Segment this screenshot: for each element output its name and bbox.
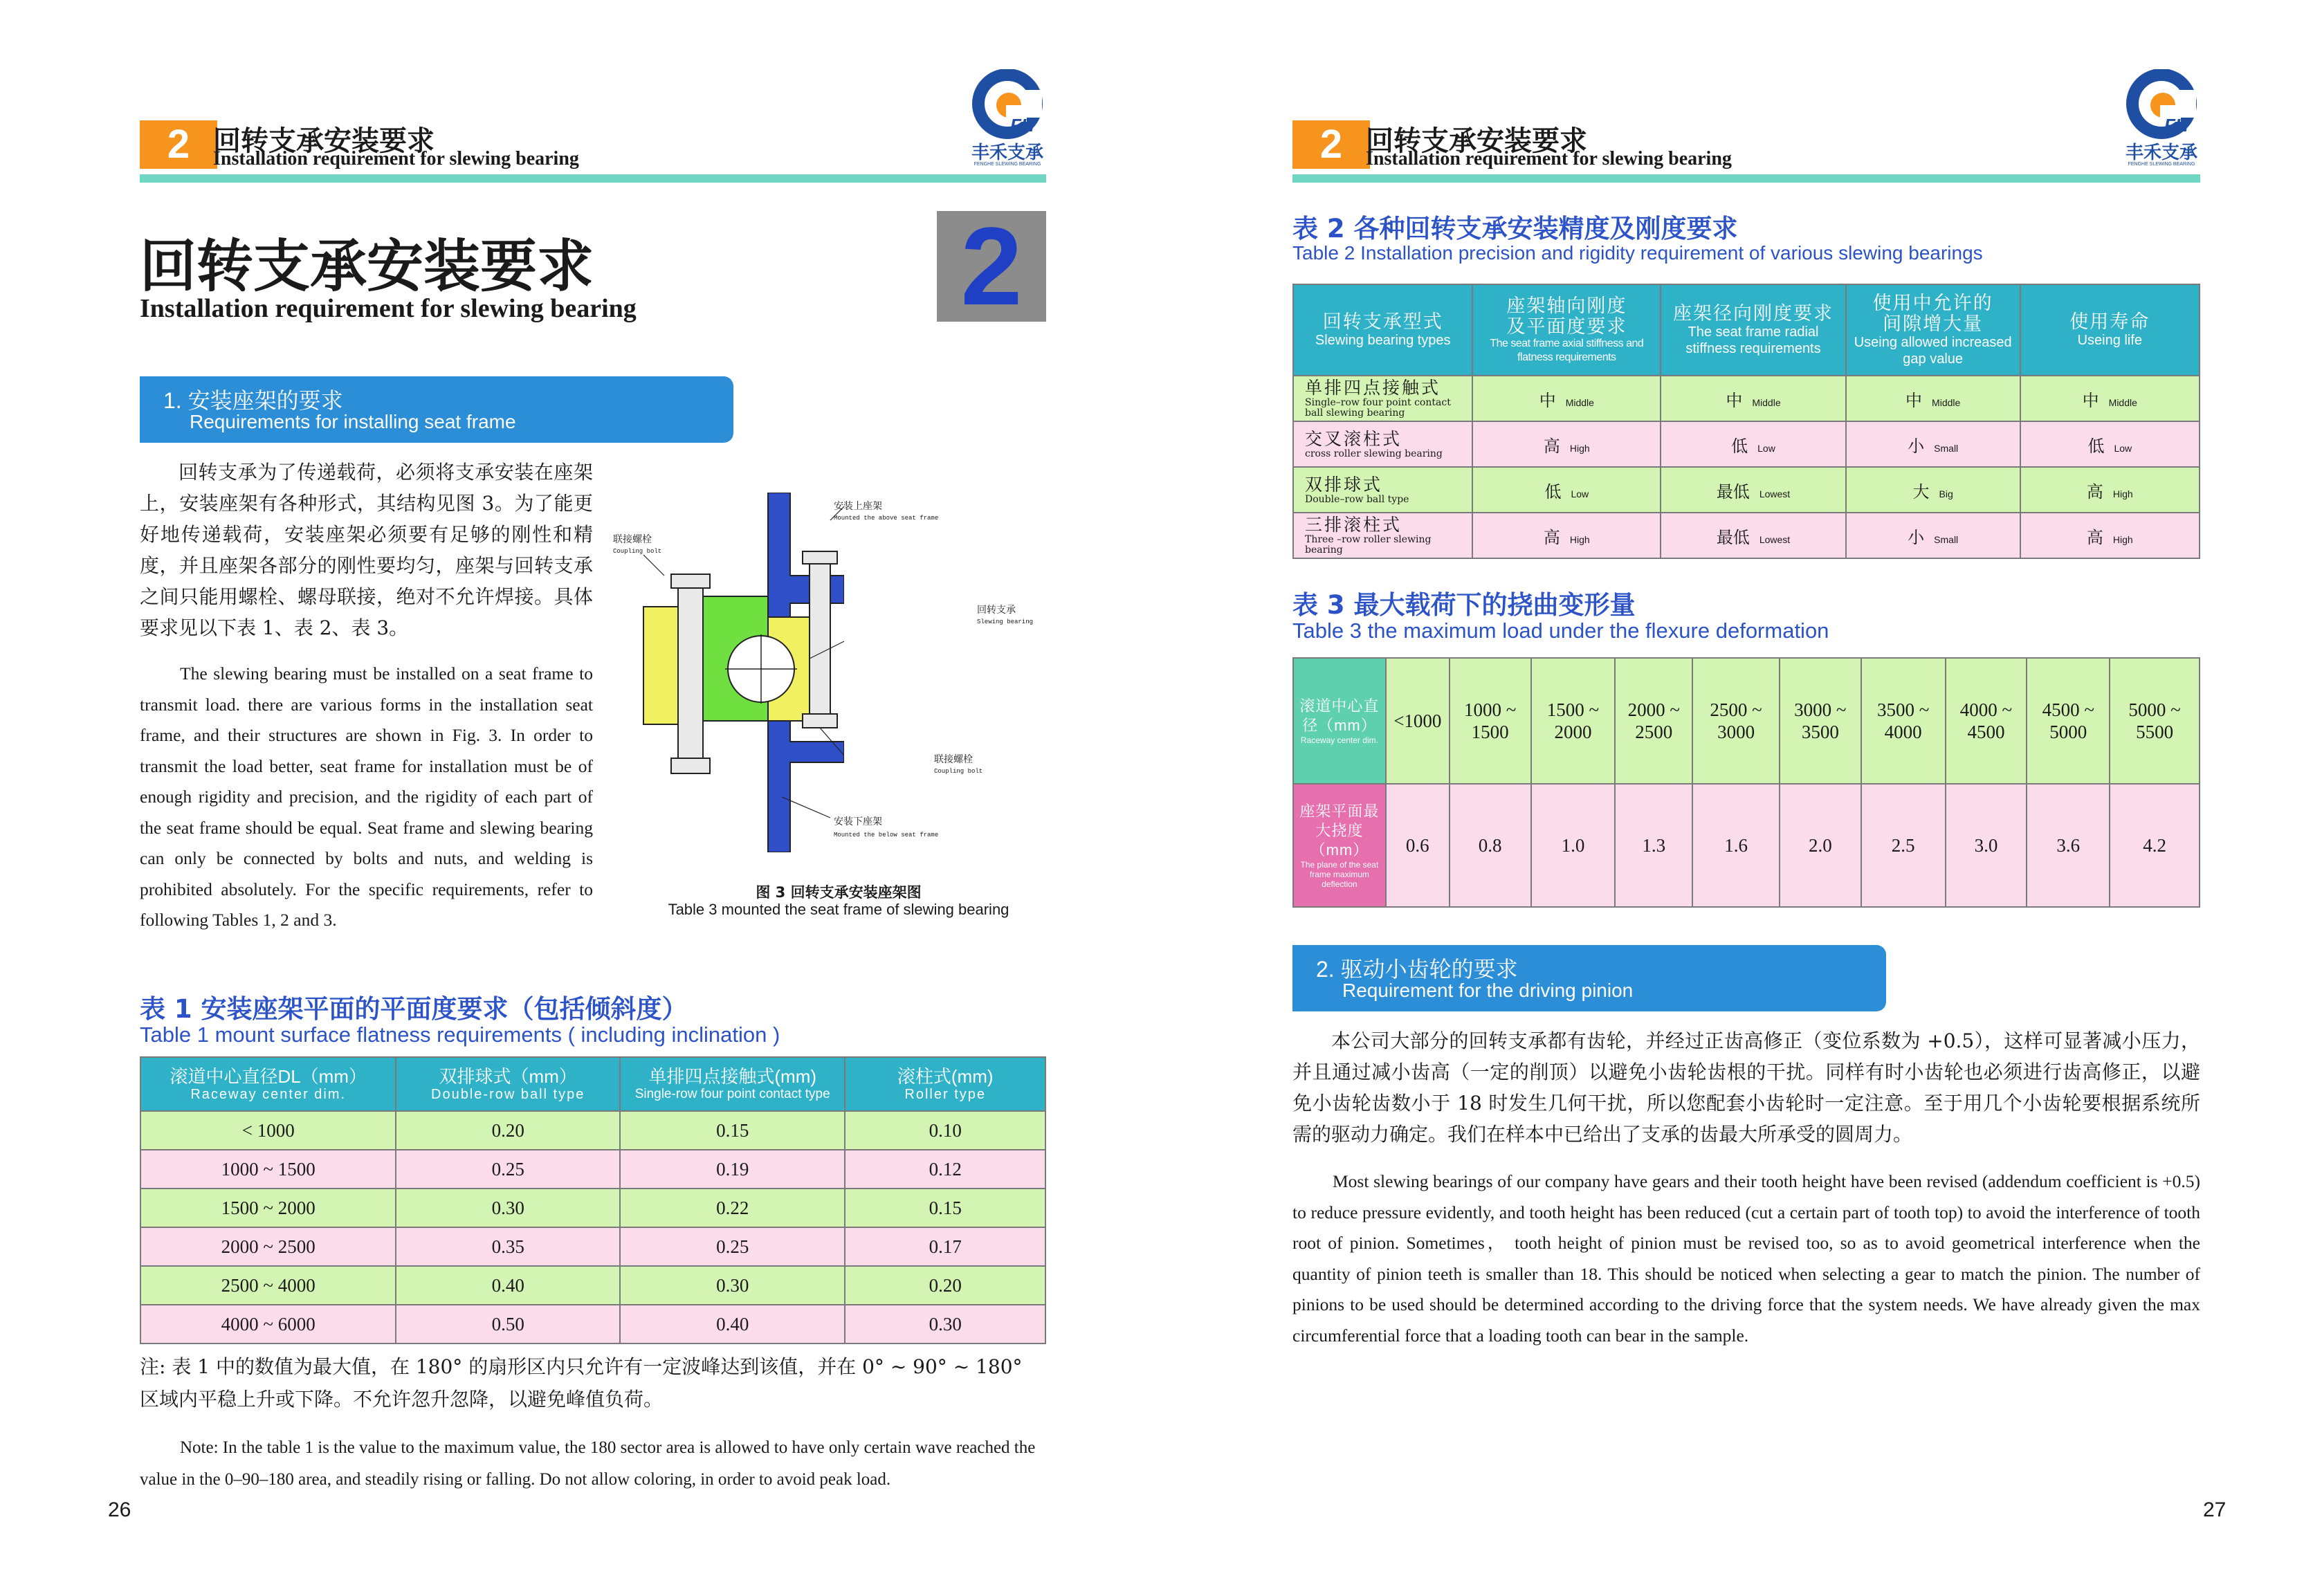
table1-note-zh: 注: 表 1 中的数值为最大值，在 180° 的扇形区内只允许有一定波峰达到该值，并在 0° ~ 90° ~ 180° 区域内平稳上升或下降。不允许忽升忽降，以避免峰值负荷。 bbox=[140, 1355, 1023, 1411]
t2-header-radial: 座架径向刚度要求 The seat frame radial stiffness requirements bbox=[1661, 284, 1846, 376]
t1-header-roller: 滚柱式(mm) Roller type bbox=[845, 1057, 1045, 1111]
table-row: 三排滚柱式 Three –row roller slewing bearing 高 High 最低 Lowest 小 Small 高 High bbox=[1293, 513, 2200, 558]
logo-text: 丰禾支承 bbox=[971, 143, 1043, 163]
t2-header-types: 回转支承型式 Slewing bearing types bbox=[1293, 284, 1472, 376]
logo-text: 丰禾支承 bbox=[2125, 143, 2197, 163]
table-row: 2500 ~ 4000 0.40 0.30 0.20 bbox=[140, 1266, 1045, 1305]
table1-title-zh: 表 1 安装座架平面的平面度要求（包括倾斜度） bbox=[140, 994, 688, 1024]
section1-heading-en: Requirements for installing seat frame bbox=[190, 411, 516, 432]
logo-subtext: FENGHE SLEWING BEARING bbox=[2128, 162, 2195, 167]
label-bolt2-en: Coupling bolt bbox=[934, 768, 983, 775]
header-title-en: Installation requirement for slewing bearing bbox=[1366, 148, 1732, 169]
table3-title-zh: 表 3 最大载荷下的挠曲变形量 bbox=[1292, 590, 1636, 620]
t2-header-life: 使用寿命 Useing life bbox=[2020, 284, 2200, 376]
seat-frame-diagram bbox=[637, 493, 844, 852]
section1-heading-zh: 1. 安装座架的要求 bbox=[163, 388, 343, 413]
table-row: 1500 ~ 2000 0.30 0.22 0.15 bbox=[140, 1189, 1045, 1227]
label-bolt1-zh: 联接螺栓 bbox=[613, 534, 652, 545]
label-lower-frame-zh: 安装下座架 bbox=[834, 816, 882, 827]
label-bolt1-en: Coupling bolt bbox=[613, 548, 662, 555]
section1-paragraph-zh: 回转支承为了传递载荷，必须将支承安装在座架上，安装座架有各种形式，其结构见图 3。为了能更好地传递载荷，安装座架必须要有足够的刚性和精度，并且座架各部分的刚性要均匀，座架与回转支承之间只能用螺栓、螺母联接，绝对不允许焊接。具体要求见以下表 1、表 2、表 3。 bbox=[140, 461, 593, 639]
t2-header-gap: 使用中允许的间隙增大量 Useing allowed increased gap value bbox=[1846, 284, 2020, 376]
label-upper-frame-zh: 安装上座架 bbox=[834, 501, 882, 512]
page-number: 26 bbox=[108, 1498, 131, 1521]
figure3-caption-zh: 图 3 回转支承安装座架图 bbox=[756, 884, 922, 901]
table-row: 4000 ~ 6000 0.50 0.40 0.30 bbox=[140, 1305, 1045, 1343]
section2-paragraph-zh: 本公司大部分的回转支承都有齿轮，并经过正齿高修正（变位系数为 +0.5），这样可显著减小压力，并且通过减小齿高（一定的削顶）以避免小齿轮齿根的干扰。同样有时小齿轮也必须进行齿高修正，以避免小齿轮齿数小于 18 时发生几何干扰，所以您配套小齿轮时一定注意。至于用几个小齿轮要根据系统所需的驱动力确定。我们在样本中已给出了支承的齿最大所承受的圆周力。 bbox=[1292, 1029, 2200, 1146]
t1-header-raceway: 滚道中心直径DL（mm） Raceway center dim. bbox=[140, 1057, 396, 1111]
table-row: 双排球式 Double–row ball type 低 Low 最低 Lowest 大 Big 高 High bbox=[1293, 467, 2200, 513]
label-bearing-zh: 回转支承 bbox=[977, 605, 1016, 616]
header-rule bbox=[140, 174, 1046, 183]
main-title-en: Installation requirement for slewing bearing bbox=[140, 294, 637, 323]
t1-header-double-row: 双排球式（mm） Double-row ball type bbox=[396, 1057, 620, 1111]
main-title-zh: 回转支承安装要求 bbox=[140, 233, 594, 300]
table3-title-en: Table 3 the maximum load under the flexure deformation bbox=[1292, 618, 1829, 643]
table-row: < 1000 0.20 0.15 0.10 bbox=[140, 1111, 1045, 1150]
table-row: 座架平面最大挠度（mm） The plane of the seat frame maximum deflection 0.6 0.8 1.0 1.3 1.6 2.0 2.5 3.0 3.6 4.2 bbox=[1293, 784, 2200, 907]
table1-title-en: Table 1 mount surface flatness requirements ( including inclination ) bbox=[140, 1022, 780, 1047]
header-title-en: Installation requirement for slewing bearing bbox=[213, 148, 579, 169]
logo-subtext: FENGHE SLEWING BEARING bbox=[973, 162, 1041, 167]
label-upper-frame-en: Mounted the above seat frame bbox=[834, 515, 939, 522]
section2-paragraph-en: Most slewing bearings of our company have gears and their tooth height have been revised (addendum coefficient is +0.5) to reduce pressure evidently, and tooth height has been reduced (cut a certain part of tooth top) to avoid the interference of tooth root of pinion. Sometimes， tooth height of pinion must be revised too, so as to avoid geometrical interference when the quantity of pinion teeth is smaller than 18. This should be noticed when selecting a gear to match the pinion. The number of pinions to be used should be determined according to the driving force that the system needs. We have already given the max circumferential force that a loading tooth can bear in the sample. bbox=[1292, 1171, 2200, 1346]
header-rule bbox=[1292, 174, 2200, 183]
table-row: 1000 ~ 1500 0.25 0.19 0.12 bbox=[140, 1150, 1045, 1189]
table2-title-zh: 表 2 各种回转支承安装精度及刚度要求 bbox=[1292, 214, 1738, 244]
table2-precision-rigidity bbox=[1292, 284, 2200, 559]
section2-heading-en: Requirement for the driving pinion bbox=[1342, 980, 1634, 1001]
t3-row-head-deflection: 座架平面最大挠度（mm） The plane of the seat frame maximum deflection bbox=[1293, 784, 1386, 907]
label-bolt2-zh: 联接螺栓 bbox=[934, 754, 973, 765]
figure3-caption-en: Table 3 mounted the seat frame of slewing bearing bbox=[668, 901, 1009, 918]
section1-heading bbox=[140, 376, 733, 443]
page-number: 27 bbox=[2203, 1498, 2227, 1521]
t1-header-single-row: 单排四点接触式(mm) Single-row four point contact type bbox=[620, 1057, 845, 1111]
table-row: 2000 ~ 2500 0.35 0.25 0.17 bbox=[140, 1227, 1045, 1266]
section-number-block: 2 bbox=[937, 211, 1046, 322]
logo-mark: FH bbox=[2164, 115, 2188, 136]
table1-flatness bbox=[140, 1056, 1046, 1344]
label-lower-frame-en: Mounted the below seat frame bbox=[834, 832, 939, 838]
section1-paragraph-en: The slewing bearing must be installed on a seat frame to transmit load. there are various forms in the installation seat frame, and their structures are shown in Fig. 3. In order to transmit the load better, seat frame for installation must be of enough rigidity and precision, and the rigidity of each part of the seat frame should be equal. Seat frame and slewing bearing can only be connected by bolts and nuts, and welding is prohibited absolutely. For the specific requirements, refer to following Tables 1, 2 and 3. bbox=[140, 663, 593, 930]
table2-title-en: Table 2 Installation precision and rigidity requirement of various slewing bearings bbox=[1292, 242, 1983, 264]
section2-heading-zh: 2. 驱动小齿轮的要求 bbox=[1316, 957, 1518, 982]
table-row: 单排四点接触式 Single–row four point contact ball slewing bearing 中 Middle 中 Middle 中 Middle 中 Middle bbox=[1293, 376, 2200, 421]
t3-row-head-raceway: 滚道中心直径（mm） Raceway center dim. bbox=[1293, 658, 1386, 784]
chapter-number-badge: 2 bbox=[140, 120, 217, 169]
table-row: 滚道中心直径（mm） Raceway center dim. <1000 1000 ~ 1500 1500 ~ 2000 2000 ~ 2500 2500 ~ 3000 3000 ~ 3500 3500 ~ 4000 4000 ~ 4500 4500 ~ 5000 5000 ~ 5500 bbox=[1293, 658, 2200, 784]
right-page bbox=[1161, 0, 2322, 1596]
label-bearing-en: Slewing bearing bbox=[977, 618, 1034, 625]
table-row: 交叉滚柱式 cross roller slewing bearing 高 High 低 Low 小 Small 低 Low bbox=[1293, 421, 2200, 467]
table1-note-en: Note: In the table 1 is the value to the maximum value, the 180 sector area is allowed to have only certain wave reached the value in the 0–90–180 area, and steadily rising or falling. Do not allow coloring, in order to avoid peak load. bbox=[140, 1438, 1036, 1489]
section2-heading bbox=[1292, 945, 1886, 1011]
header-title-zh: 回转支承安装要求 bbox=[1366, 125, 1587, 157]
t2-header-axial: 座架轴向刚度及平面度要求 The seat frame axial stiffness and flatness requirements bbox=[1472, 284, 1661, 376]
header-title-zh: 回转支承安装要求 bbox=[213, 125, 435, 157]
chapter-number-badge: 2 bbox=[1292, 120, 1370, 169]
logo-mark: FH bbox=[1010, 115, 1034, 136]
table3-flexure bbox=[1292, 657, 2200, 908]
